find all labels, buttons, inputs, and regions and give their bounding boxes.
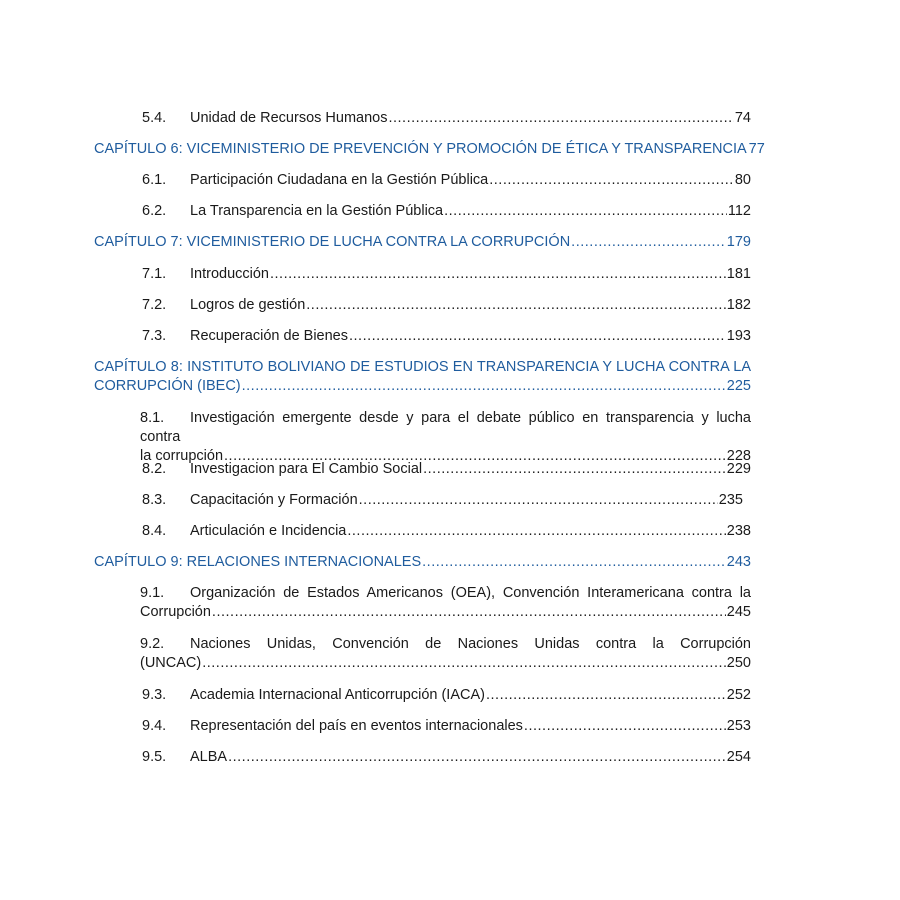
- section-title: La Transparencia en la Gestión Pública: [190, 203, 444, 219]
- toc-entry-8-3[interactable]: [142, 491, 743, 510]
- page-number: 225: [726, 378, 751, 394]
- toc-entry-6-1[interactable]: [142, 171, 751, 190]
- section-title: Articulación e Incidencia: [190, 523, 347, 539]
- page-number: 253: [726, 718, 751, 734]
- section-title-line-1: [140, 584, 751, 603]
- toc-chapter-6[interactable]: [94, 140, 765, 159]
- section-title-line-1: [140, 409, 751, 447]
- dot-leader: [349, 327, 726, 346]
- section-title-line-1: [140, 635, 751, 654]
- section-number: 9.3.: [142, 687, 167, 703]
- dot-leader: [423, 460, 726, 479]
- chapter-title-line-2: CORRUPCIÓN (IBEC): [94, 378, 241, 394]
- section-title: Representación del país en eventos internacionales: [190, 718, 523, 734]
- section-number: 8.3.: [142, 492, 167, 508]
- toc-chapter-8[interactable]: [94, 358, 751, 396]
- chapter-title: CAPÍTULO 6: VICEMINISTERIO DE PREVENCIÓN Y PROMOCIÓN DE ÉTICA Y TRANSPARENCIA: [94, 141, 747, 157]
- section-title: Unidad de Recursos Humanos: [190, 110, 388, 126]
- section-number: 6.2.: [142, 203, 167, 219]
- section-number: 6.1.: [142, 172, 167, 188]
- toc-entry-9-4[interactable]: [142, 717, 751, 736]
- section-title-line-2: (UNCAC): [140, 655, 202, 671]
- page-number: 229: [726, 461, 751, 477]
- section-title: Participación Ciudadana en la Gestión Pública: [190, 172, 489, 188]
- section-number: 5.4.: [142, 110, 167, 126]
- dot-leader: [347, 522, 725, 541]
- toc-entry-8-4[interactable]: [142, 522, 751, 541]
- page-number: 228: [726, 448, 751, 464]
- page-number: 80: [734, 172, 751, 188]
- dot-leader: [524, 717, 726, 736]
- page-number: 74: [734, 110, 751, 126]
- section-title: Investigación emergente desde y para el debate público en transparencia y lucha contra: [140, 410, 751, 445]
- page-number: 243: [726, 554, 751, 570]
- chapter-title: CAPÍTULO 9: RELACIONES INTERNACIONALES: [94, 554, 422, 570]
- dot-leader: [571, 233, 726, 252]
- section-number: 9.5.: [142, 749, 167, 765]
- section-number: 9.1.: [140, 585, 165, 601]
- page-number: 112: [727, 203, 751, 219]
- chapter-title-line-1: CAPÍTULO 8: INSTITUTO BOLIVIANO DE ESTUDIOS EN TRANSPARENCIA Y LUCHA CONTRA LA: [94, 359, 751, 375]
- section-number: 8.1.: [140, 410, 165, 426]
- page-number: 193: [726, 328, 751, 344]
- toc-entry-6-2[interactable]: [142, 202, 751, 221]
- dot-leader: [202, 654, 726, 673]
- dot-leader: [212, 603, 726, 622]
- section-number: 8.4.: [142, 523, 167, 539]
- toc-entry-9-1[interactable]: [140, 584, 751, 622]
- dot-leader: [306, 296, 726, 315]
- dot-leader: [444, 202, 727, 221]
- section-title-line-2: la corrupción: [140, 448, 224, 464]
- section-number: 9.2.: [140, 636, 165, 652]
- page-number: 252: [726, 687, 751, 703]
- dot-leader: [270, 265, 726, 284]
- dot-leader: [489, 171, 734, 190]
- section-title: Recuperación de Bienes: [190, 328, 348, 344]
- section-number: 7.1.: [142, 266, 167, 282]
- section-title: Introducción: [190, 266, 269, 282]
- toc-chapter-7[interactable]: [94, 233, 751, 252]
- dot-leader: [228, 748, 726, 767]
- section-number: 8.2.: [142, 461, 167, 477]
- toc-entry-9-3[interactable]: [142, 686, 751, 705]
- section-title: Naciones Unidas, Convención de Naciones Unidas contra la Corrupción: [190, 636, 751, 652]
- toc-entry-5-4[interactable]: [142, 109, 751, 128]
- page-number: 181: [726, 266, 751, 282]
- chapter-title: CAPÍTULO 7: VICEMINISTERIO DE LUCHA CONTRA LA CORRUPCIÓN: [94, 234, 571, 250]
- toc-entry-8-1[interactable]: [140, 409, 751, 466]
- dot-leader: [422, 553, 726, 572]
- section-title: Academia Internacional Anticorrupción (IACA): [190, 687, 485, 703]
- section-number: 9.4.: [142, 718, 167, 734]
- page-number: 238: [726, 523, 751, 539]
- section-title-line-2: Corrupción: [140, 604, 211, 620]
- toc-entry-8-2[interactable]: [142, 460, 751, 479]
- page-number: 182: [726, 297, 751, 313]
- section-title: Investigacion para El Cambio Social: [190, 461, 423, 477]
- section-title: Organización de Estados Americanos (OEA), Convención Interamericana contra la: [190, 585, 751, 601]
- toc-entry-7-2[interactable]: [142, 296, 751, 315]
- toc-entry-9-5[interactable]: [142, 748, 751, 767]
- page-number: 235: [718, 492, 743, 508]
- page-number: 179: [726, 234, 751, 250]
- section-number: 7.2.: [142, 297, 167, 313]
- page-number: 254: [726, 749, 751, 765]
- dot-leader: [388, 109, 733, 128]
- page-number: 250: [726, 655, 751, 671]
- section-title: ALBA: [190, 749, 228, 765]
- toc-entry-7-1[interactable]: [142, 265, 751, 284]
- toc-chapter-9[interactable]: [94, 553, 751, 572]
- dot-leader: [242, 377, 726, 396]
- toc-entry-9-2[interactable]: [140, 635, 751, 673]
- page-number: 77: [748, 141, 765, 157]
- section-title: Logros de gestión: [190, 297, 306, 313]
- section-number: 7.3.: [142, 328, 167, 344]
- dot-leader: [486, 686, 726, 705]
- toc-entry-7-3[interactable]: [142, 327, 751, 346]
- section-title: Capacitación y Formación: [190, 492, 358, 508]
- page-number: 245: [726, 604, 751, 620]
- dot-leader: [359, 491, 718, 510]
